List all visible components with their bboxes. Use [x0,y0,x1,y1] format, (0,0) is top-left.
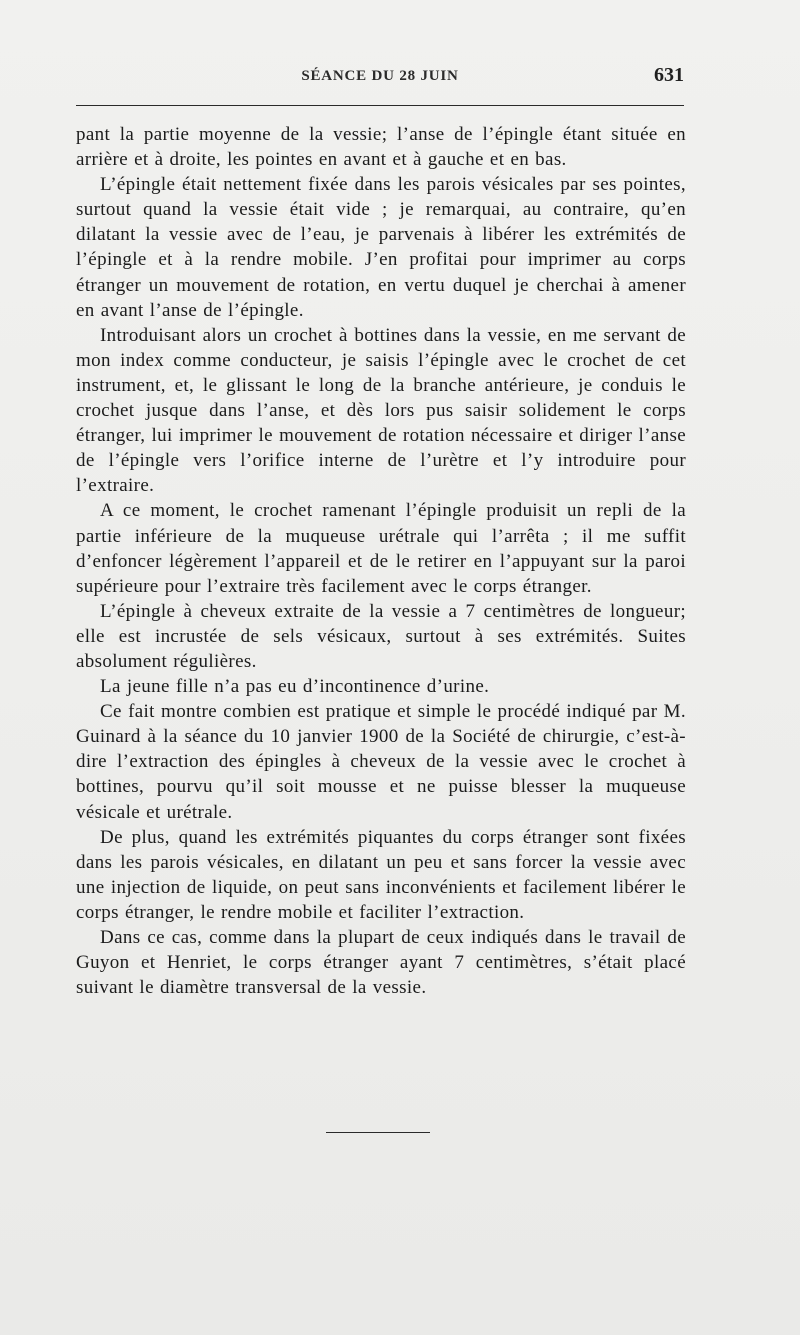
paragraph-1: pant la partie moyenne de la vessie; l’anse de l’épingle étant située en arrière et à droite, les pointes en avant et à gauche et en bas. [76,124,686,171]
paragraph-5: L’épingle à cheveux extraite de la vessie a 7 centimètres de longueur; elle est incrustée de sels vésicaux, surtout à ses extrémités. Suites absolument régulières. [76,600,686,672]
header-rule [76,105,684,106]
paragraph-7: Ce fait montre combien est pratique et simple le procédé indiqué par M. Guinard à la séance du 10 janvier 1900 de la Société de chirurgie, c’est-à-dire l’extraction des épingles à cheveux de la vessie avec le crochet à bottines, pourvu qu’il soit mousse et ne puisse blesser la muqueuse vésicale et urétrale. [76,701,686,823]
paragraph-9: Dans ce cas, comme dans la plupart de ceux indiqués dans le travail de Guyon et Henriet, le corps étranger ayant 7 centimètres, s’était placé suivant le diamètre transversal de la vessie. [76,927,686,999]
paragraph-4: A ce moment, le crochet ramenant l’épingle produisit un repli de la partie inférieure de la muqueuse urétrale qui l’arrêta ; il me suffit d’enfoncer légèrement l’appareil et de le retirer en l’appuyant sur la paroi supérieure pour l’extraire très facilement avec le corps étranger. [76,500,686,597]
paragraph-8: De plus, quand les extrémités piquantes du corps étranger sont fixées dans les parois vésicales, en dilatant un peu et sans forcer la vessie avec une injection de liquide, on peut sans inconvénients et facilement libérer le corps étranger, le rendre mobile et faciliter l’extraction. [76,826,686,923]
paragraph-3: Introduisant alors un crochet à bottines dans la vessie, en me servant de mon index comme conducteur, je saisis l’épingle avec le crochet de cet instrument, et, le glissant le long de la branche antérieure, je conduis le crochet jusque dans l’anse, et dès lors pus saisir solidement le corps étranger, lui imprimer le mouvement de rotation nécessaire et diriger l’anse de l’épingle vers l’orifice interne de l’urètre et l’y introduire pour l’extraire. [76,324,686,497]
paragraph-2: L’épingle était nettement fixée dans les parois vésicales par ses pointes, surtout quand la vessie était vide ; je remarquai, au contraire, qu’en dilatant la vessie avec de l’eau, je parvenais à libérer les extrémités de l’épingle et à la rendre mobile. J’en profitai pour imprimer au corps étranger un mouvement de rotation, en vertu duquel je cherchai à amener en avant l’anse de l’épingle. [76,174,686,321]
body-text [76,122,686,1000]
end-rule [326,1132,430,1133]
running-head: SÉANCE DU 28 JUIN [301,68,459,84]
paragraph-6: La jeune fille n’a pas eu d’incontinence d’urine. [100,676,490,698]
page-number: 631 [654,64,684,86]
page-header [76,64,684,94]
